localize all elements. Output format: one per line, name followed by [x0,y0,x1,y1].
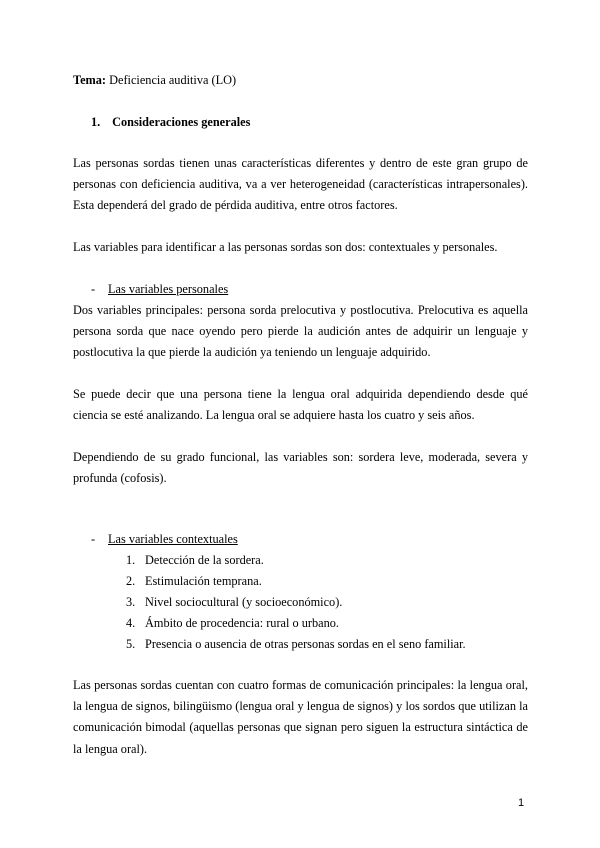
list-item-text: Nivel sociocultural (y socioeconómico). [145,595,343,609]
list-item-number: 5. [126,637,136,651]
list-item [126,613,339,634]
list-item-text: Detección de la sordera. [145,553,264,567]
page-number: 1 [518,797,525,809]
list-item [126,592,342,613]
bullet-dash: - [91,532,96,546]
subsection-contextual-title: Las variables contextuales [108,532,238,546]
topic-value: Deficiencia auditiva (LO) [109,73,237,87]
list-item-text: Estimulación temprana. [145,574,262,588]
list-item-text: Ámbito de procedencia: rural o urbano. [145,616,339,630]
list-item-number: 3. [126,595,136,609]
paragraph-lengua-oral: Se puede decir que una persona tiene la lengua oral adquirida dependiendo desde qué ciencia se esté analizando. La lengua oral se adquiere hasta los cuatro y seis años. [73,387,528,423]
list-item-number: 1. [126,553,136,567]
topic-line [73,70,528,91]
topic-label: Tema: [73,73,107,87]
paragraph-intro: Las personas sordas tienen unas características diferentes y dentro de este gran grupo de personas con deficiencia auditiva, va a ver heterogeneidad (características intrapersonales). Esta dependerá del grado de pérdida auditiva, entre otros factores. [73,156,528,213]
paragraph-variables: Las variables para identificar a las personas sordas son dos: contextuales y personales. [73,240,498,254]
list-item [126,634,466,655]
paragraph-grado-funcional: Dependiendo de su grado funcional, las variables son: sordera leve, moderada, severa y profunda (cofosis). [73,450,528,486]
paragraph-personal: Dos variables principales: persona sorda prelocutiva y postlocutiva. Prelocutiva es aquella persona sorda que nace oyendo pero pierde la audición antes de adquirir un lenguaje y postlocutiva la que pierde la audición ya teniendo un lenguaje adquirido. [73,303,528,360]
subsection-personal-title: Las variables personales [108,282,229,296]
list-item-number: 4. [126,616,136,630]
bullet-dash: - [91,282,96,296]
section-title: Consideraciones generales [112,115,251,129]
list-item [126,571,262,592]
paragraph-comunicacion: Las personas sordas cuentan con cuatro formas de comunicación principales: la lengua oral, la lengua de signos, bilingüismo (lengua oral y lengua de signos) y los sordos que utilizan la comunicación bimodal (aquellas personas que signan pero siguen la estructura sintáctica de la lengua oral). [73,678,528,756]
section-heading [91,112,546,133]
list-item-text: Presencia o ausencia de otras personas sordas en el seno familiar. [145,637,466,651]
list-item-number: 2. [126,574,136,588]
section-number: 1. [91,115,101,129]
list-item [126,550,264,571]
